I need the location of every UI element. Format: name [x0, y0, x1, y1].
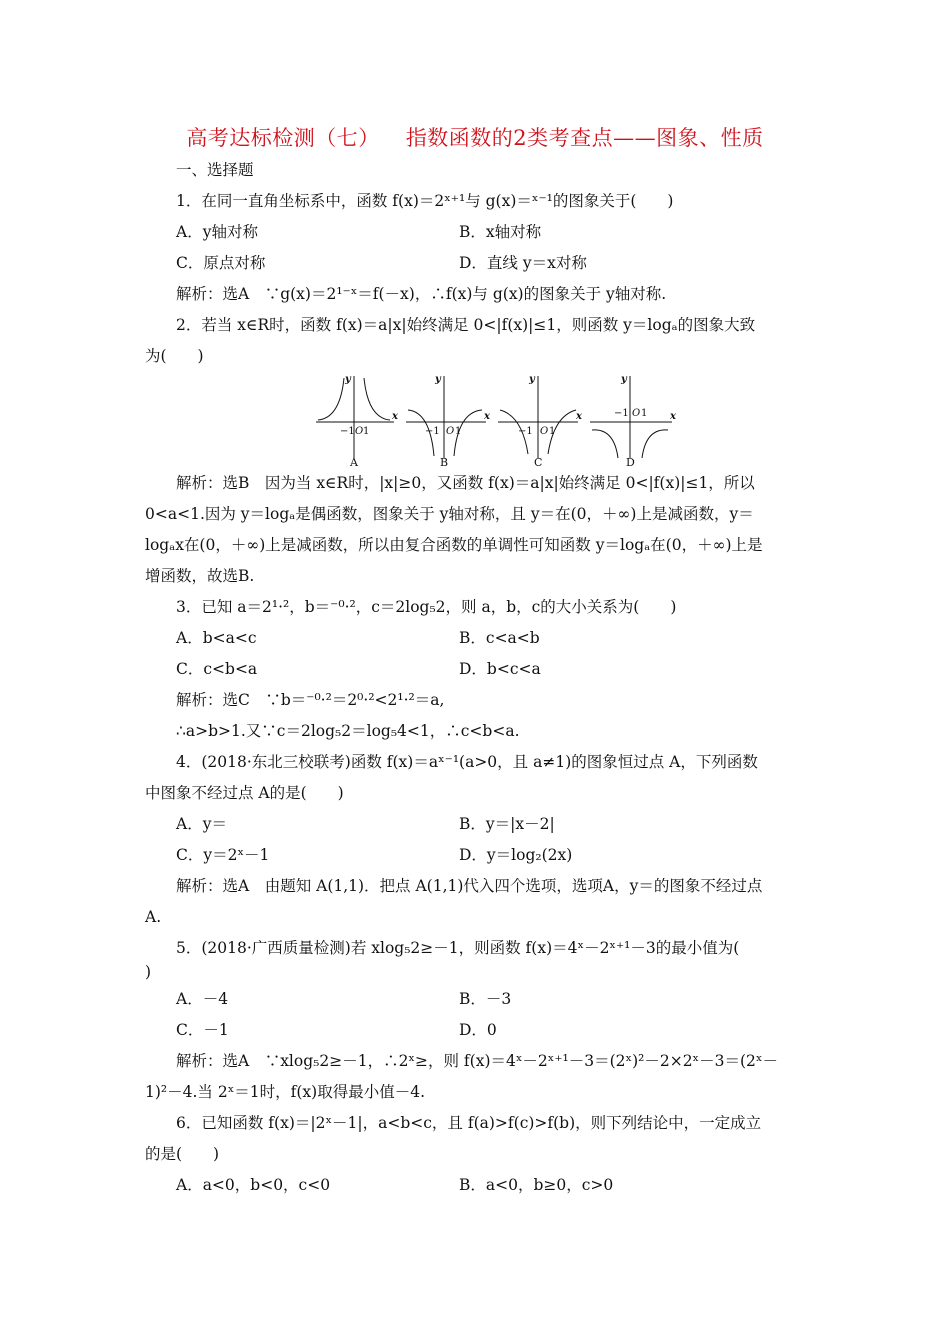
q2-solution-line3: logₐx在(0，＋∞)上是减函数，所以由复合函数的单调性可知函数 y＝logₐ在(0，＋∞)上是: [145, 536, 763, 554]
q3-option-d: D．b<c<a: [459, 660, 541, 678]
q3-stem: 3．已知 a＝2¹·²，b＝⁻⁰·²，c＝2log₅2，则 a，b，c的大小关系为( ): [176, 598, 677, 616]
q5-stem-line1: 5．(2018·广西质量检测)若 xlog₅2≥－1，则函数 f(x)＝4ˣ－2ˣ⁺¹－3的最小值为(: [176, 939, 740, 957]
graph-c-tick-1: 1: [549, 426, 556, 437]
q6-option-b: B．a<0，b≥0，c>0: [459, 1176, 614, 1194]
graph-b-tick-neg1: −1: [425, 426, 440, 437]
q2-stem-line1: 2．若当 x∈R时，函数 f(x)＝a|x|始终满足 0<|f(x)|≤1，则函数 y＝logₐ的图象大致: [176, 316, 756, 334]
graph-a-tick-neg1: −1: [340, 426, 355, 437]
q2-stem-line2: 为( ): [145, 347, 204, 365]
q5-stem-line2: ): [145, 963, 152, 981]
graph-a-tick-1: 1: [363, 426, 370, 437]
q1-stem: 1．在同一直角坐标系中，函数 f(x)＝2ˣ⁺¹与 g(x)＝ˣ⁻¹的图象关于( ): [176, 192, 674, 210]
q5-option-b: B．－3: [459, 990, 512, 1008]
q3-option-b: B．c<a<b: [459, 629, 540, 647]
q3-option-a: A．b<a<c: [176, 629, 257, 647]
graph-d-tick-neg1: −1: [614, 408, 629, 419]
graph-d-right-curve: [642, 430, 668, 458]
q1-option-c: C．原点对称: [176, 254, 266, 272]
q6-option-a: A．a<0，b<0，c<0: [176, 1176, 331, 1194]
q4-option-c: C．y＝2ˣ－1: [176, 846, 270, 864]
title-main: 高考达标检测（七）: [186, 126, 380, 150]
graph-a-caption: A: [350, 456, 358, 468]
q3-solution-line1: 解析：选C ∵b＝⁻⁰·²＝2⁰·²<2¹·²＝a,: [176, 691, 445, 709]
q4-option-a: A．y＝: [176, 815, 227, 833]
q5-solution-line1: 解析：选A ∵xlog₅2≥－1，∴2ˣ≥，则 f(x)＝4ˣ－2ˣ⁺¹－3＝(2ˣ)²－2×2ˣ－3＝(2ˣ－: [176, 1052, 778, 1070]
graph-d-origin: O: [632, 408, 641, 419]
q2-solution-line2: 0<a<1.因为 y＝logₐ是偶函数，图象关于 y轴对称，且 y＝在(0，＋∞)上是减函数，y＝: [145, 505, 754, 523]
graph-d-y-label: y: [621, 374, 627, 385]
q5-option-a: A．－4: [176, 990, 229, 1008]
graph-d-caption: D: [626, 456, 635, 468]
q3-option-c: C．c<b<a: [176, 660, 258, 678]
graph-c-tick-neg1: −1: [518, 426, 533, 437]
graph-a-y-label: y: [345, 374, 351, 385]
q2-solution-line1: 解析：选B 因为当 x∈R时，|x|≥0，又函数 f(x)＝a|x|始终满足 0<|f(x)|≤1，所以: [176, 474, 755, 492]
q5-option-c: C．－1: [176, 1021, 229, 1039]
q5-option-d: D．0: [459, 1021, 497, 1039]
graph-b-caption: B: [440, 456, 449, 468]
graph-c-y-label: y: [529, 374, 535, 385]
graph-a-right-curve: [364, 378, 390, 420]
section-heading: 一、选择题: [176, 161, 254, 179]
q2-solution-line4: 增函数，故选B.: [145, 567, 255, 585]
graph-d-tick-1: 1: [641, 408, 648, 419]
graph-b-y-label: y: [435, 374, 441, 385]
graph-c-x-label: x: [576, 411, 582, 422]
graph-a-x-label: x: [392, 411, 398, 422]
q2-figure: [312, 372, 682, 468]
graph-a-left-curve: [318, 378, 344, 420]
q4-solution-line2: A.: [145, 908, 162, 926]
q6-stem-line2: 的是( ): [145, 1145, 220, 1163]
q4-option-b: B．y＝|x－2|: [459, 815, 555, 833]
graph-c-caption: C: [534, 456, 543, 468]
q4-solution-line1: 解析：选A 由题知 A(1,1)．把点 A(1,1)代入四个选项，选项A，y＝的图象不经过点: [176, 877, 763, 895]
q5-solution-line2: 1)²－4.当 2ˣ＝1时，f(x)取得最小值－4.: [145, 1083, 425, 1101]
graph-b-origin: O: [446, 426, 455, 437]
q1-option-d: D．直线 y＝x对称: [459, 254, 587, 272]
title-topic: 指数函数的2类考查点——图象、性质: [405, 126, 764, 150]
graph-a-origin: O: [355, 426, 364, 437]
page-title: [0, 122, 950, 152]
q1-option-b: B．x轴对称: [459, 223, 542, 241]
q1-solution: 解析：选A ∵g(x)＝2¹⁻ˣ＝f(－x)，∴f(x)与 g(x)的图象关于 y轴对称.: [176, 285, 667, 303]
graph-b-tick-1: 1: [455, 426, 462, 437]
graph-d-x-label: x: [670, 411, 676, 422]
q3-solution-line2: ∴a>b>1.又∵c＝2log₅2＝log₅4<1，∴c<b<a.: [176, 722, 520, 740]
graph-b-x-label: x: [484, 411, 490, 422]
q6-stem-line1: 6．已知函数 f(x)＝|2ˣ－1|，a<b<c，且 f(a)>f(c)>f(b)，则下列结论中，一定成立: [176, 1114, 762, 1132]
q1-option-a: A．y轴对称: [176, 223, 258, 241]
q4-option-d: D．y＝log₂(2x): [459, 846, 573, 864]
graph-d-left-curve: [592, 430, 618, 458]
q4-stem-line1: 4．(2018·东北三校联考)函数 f(x)＝aˣ⁻¹(a>0，且 a≠1)的图象恒过点 A，下列函数: [176, 753, 758, 771]
q4-stem-line2: 中图象不经过点 A的是( ): [145, 784, 344, 802]
graph-c-origin: O: [540, 426, 549, 437]
